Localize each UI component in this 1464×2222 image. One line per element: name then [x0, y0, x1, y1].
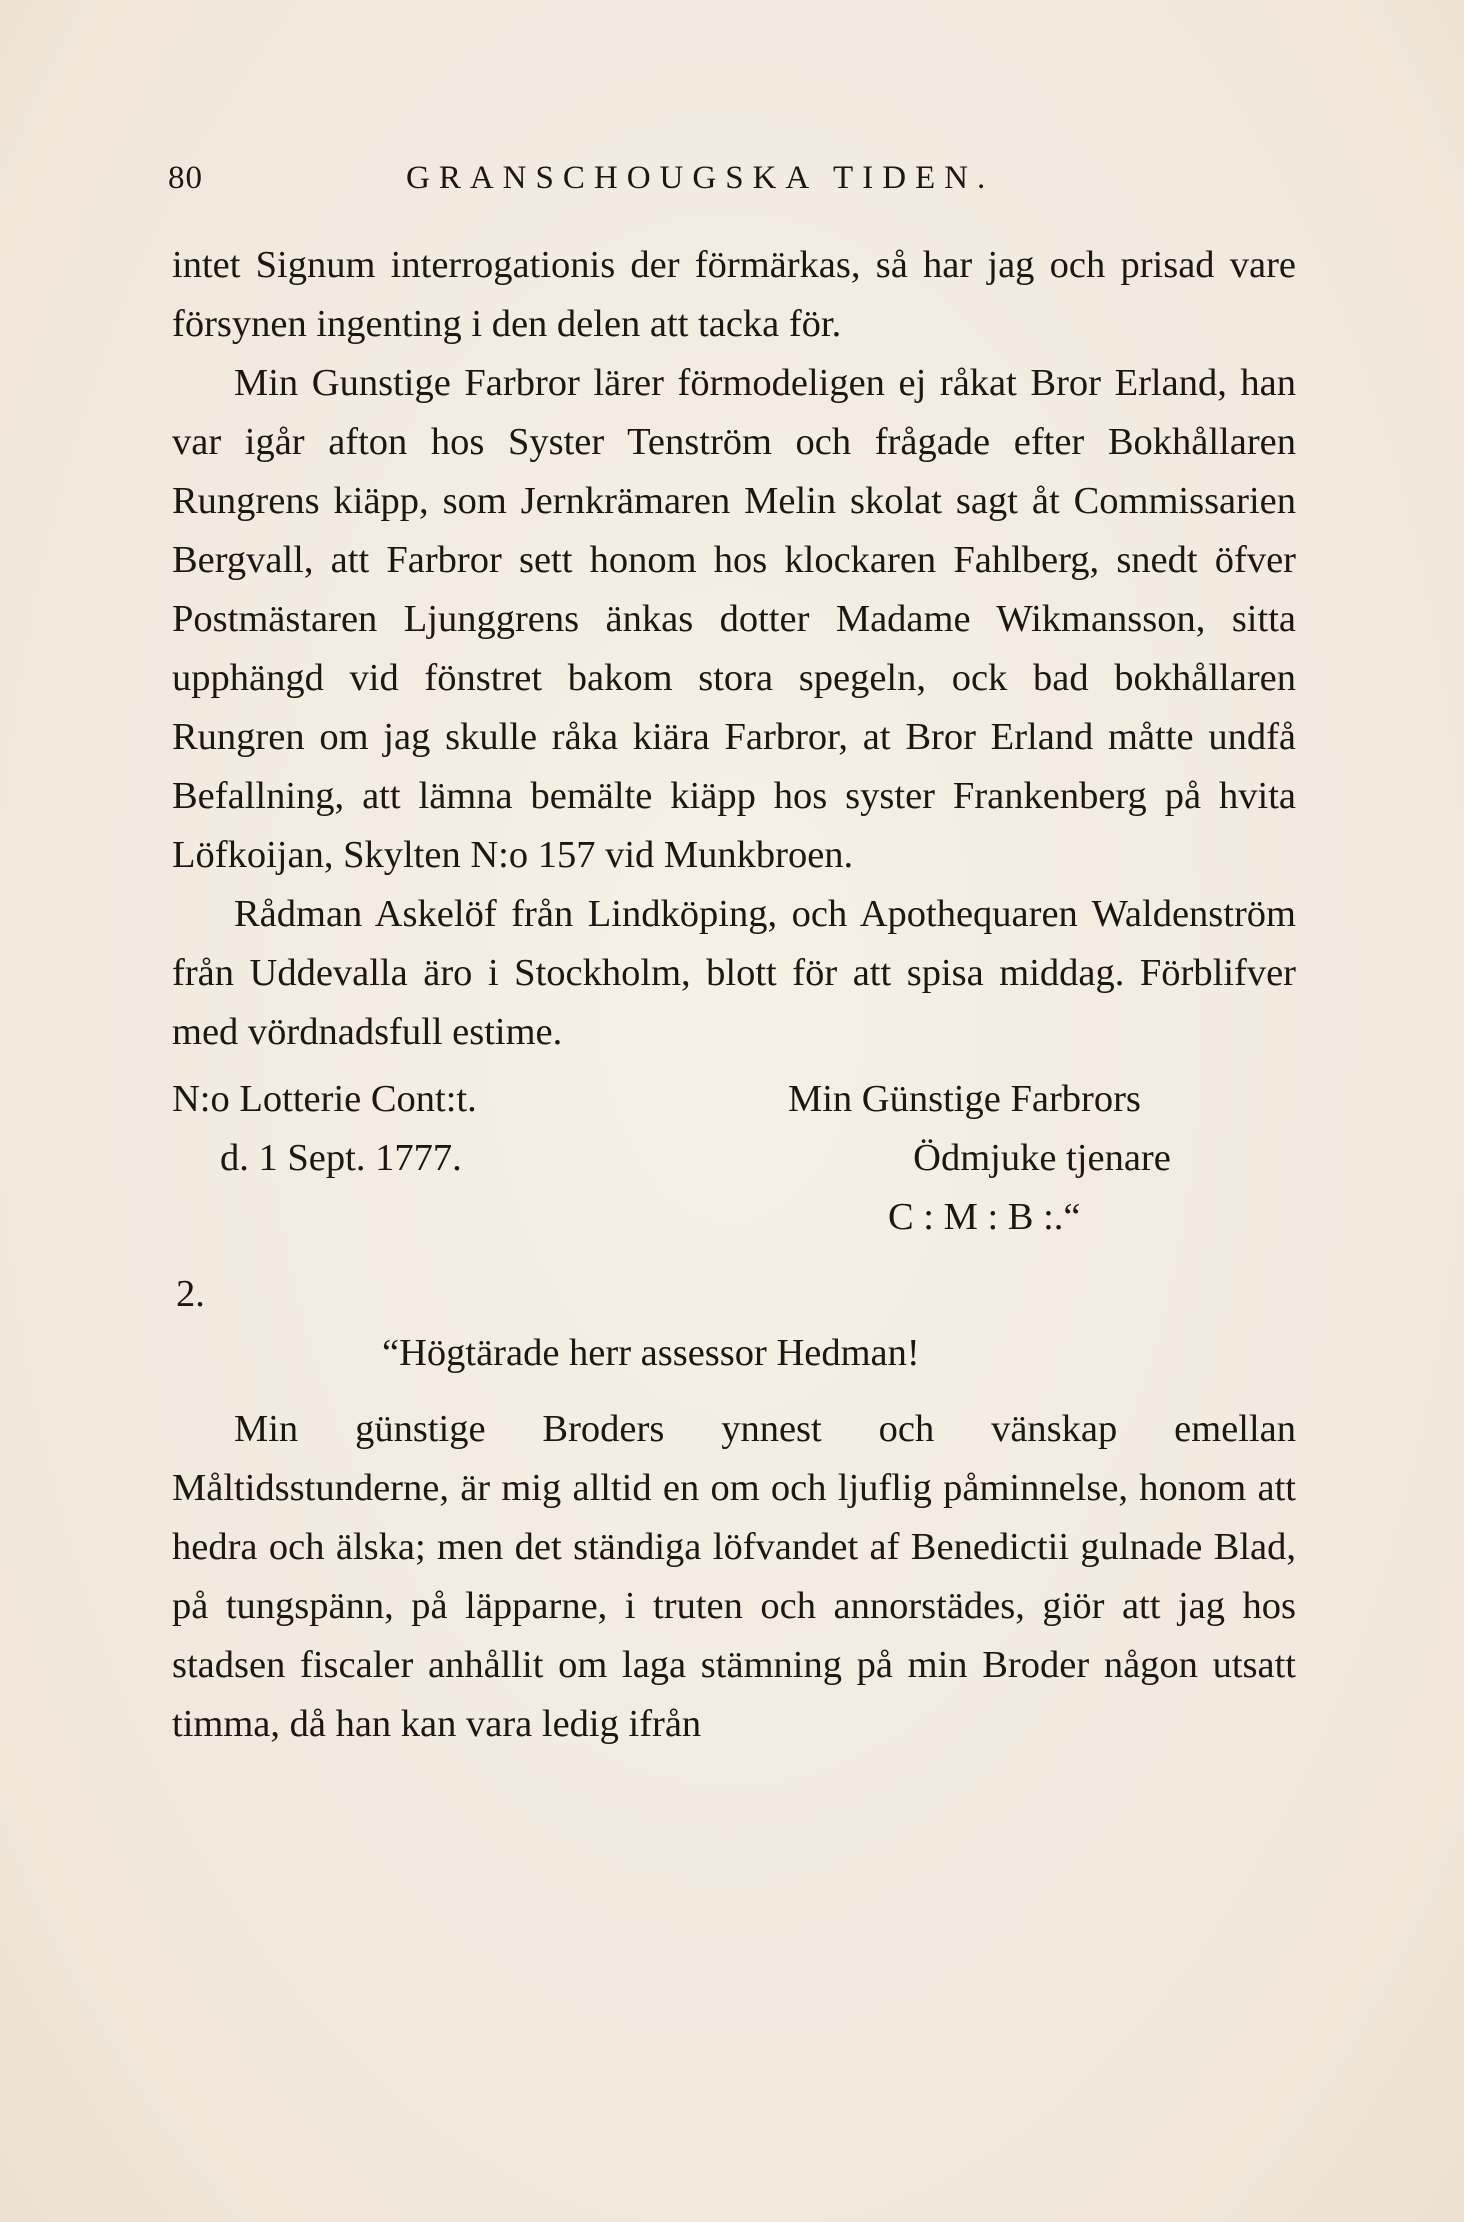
letter1-paragraph-1: intet Signum interrogationis der förmärkas, så har jag och prisad vare försynen ingenting i den delen att tacka för.: [172, 244, 1296, 345]
letter-number: 2.: [176, 1273, 205, 1315]
letter1-paragraph-2: Min Gunstige Farbror lärer förmodeligen ej råkat Bror Erland, han var igår afton hos Syster Tenström och frågade efter Bokhållaren Rungrens kiäpp, som Jernkrämaren Melin skolat sagt åt Commissarien Bergvall, att Farbror sett honom hos klockaren Fahlberg, snedt öfver Postmästaren Ljunggrens änkas dotter Madame Wikmansson, sitta upphängd vid fönstret bakom stora spegeln, ock bad bokhållaren Rungren om jag skulle råka kiära Farbror, at Bror Erland måtte undfå Befallning, att lämna bemälte kiäpp hos syster Frankenberg på hvita Löfkoijan, Skylten N:o 157 vid Munkbroen.: [172, 362, 1296, 876]
page-number: 80: [168, 160, 203, 196]
signature-initials: C : M : B :.“: [888, 1196, 1081, 1238]
signature-right: [788, 1070, 1296, 1247]
letter2-salutation: “Högtärade herr assessor Hedman!: [382, 1332, 920, 1374]
closing-line-2: Ödmjuke tjenare: [913, 1137, 1171, 1179]
signature-block: [172, 1070, 1296, 1247]
lottery-office-line: N:o Lotterie Cont:t.: [172, 1078, 477, 1120]
signature-left: [172, 1070, 732, 1188]
running-head: GRANSCHOUGSKA TIDEN.: [406, 160, 995, 196]
letter1-paragraph-3: Rådman Askelöf från Lindköping, och Apothequaren Waldenström från Uddevalla äro i Stockholm, blott för att spisa middag. Förblifver med vördnadsfull estime.: [172, 893, 1296, 1053]
date-line: d. 1 Sept. 1777.: [220, 1137, 462, 1179]
page-body: [172, 236, 1296, 1754]
closing-line-1: Min Günstige Farbrors: [788, 1078, 1141, 1120]
letter2-paragraph-1: Min günstige Broders ynnest och vänskap emellan Måltidsstunderne, är mig alltid en om och ljuflig påminnelse, honom att hedra och älska; men det ständiga löfvandet af Benedictii gulnade Blad, på tungspänn, på läpparne, i truten och annorstädes, giör att jag hos stadsen fiscaler anhållit om laga stämning på min Broder någon utsatt timma, då han kan vara ledig ifrån: [172, 1408, 1296, 1745]
page-header: [168, 160, 1296, 210]
